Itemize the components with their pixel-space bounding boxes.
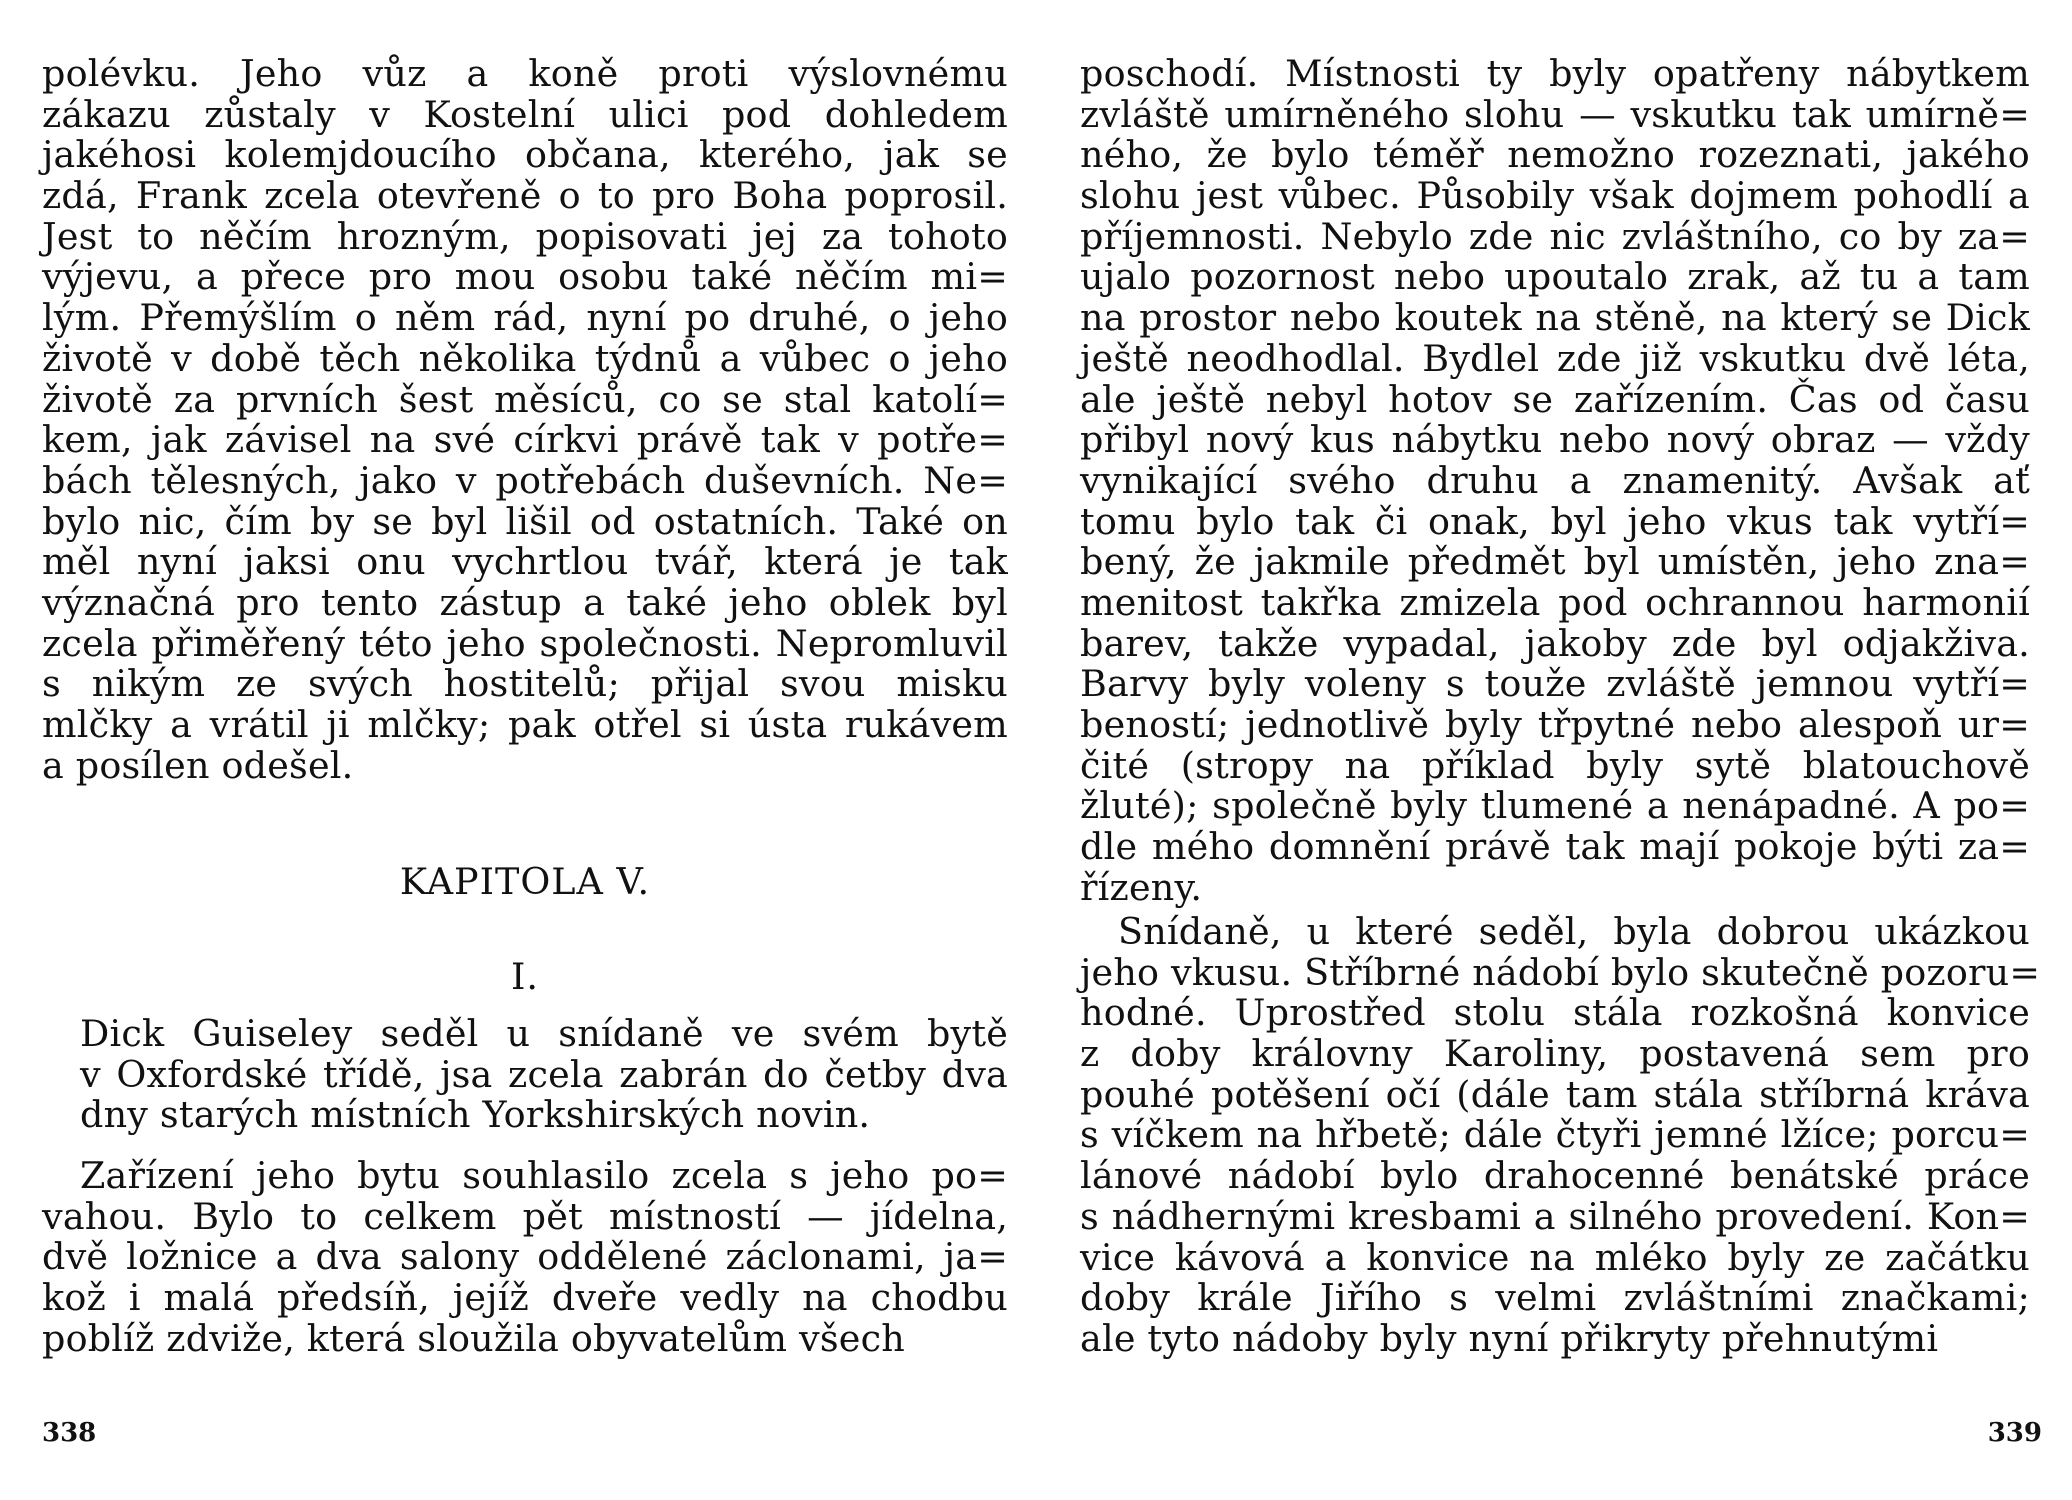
chapter-heading: KAPITOLA V. [399,860,651,903]
text-line: ného, že bylo téměř nemožno rozeznati, jakého [1080,133,2030,177]
text-line: zcela přiměřený této jeho společnosti. Nepromluvil [42,621,1008,665]
text-line: bylo nic, čím by se byl lišil od ostatních. Také on [42,499,1008,543]
text-line: kem, jak závisel na své církvi právě tak v potře= [42,418,1008,462]
text-line: řízeny. [1080,865,1203,909]
text-line: bený, že jakmile předmět byl umístěn, jeho zna= [1080,540,2030,584]
right-paragraph-2 [1080,910,2041,1360]
text-line: vice kávová a konvice na mléko byly ze začátku [1080,1235,2030,1279]
text-line: výjevu, a přece pro mou osobu také něčím mi= [42,255,1008,299]
text-line: v Oxfordské třídě, jsa zcela zabrán do četby dva [80,1052,1008,1096]
left-paragraph-3 [42,1156,1008,1359]
text-line: barev, takže vypadal, jakoby zde byl odjakživa. [1080,621,2030,665]
text-line: Dick Guiseley seděl u snídaně ve svém bytě [80,1012,1008,1055]
text-line: zdá, Frank zcela otevřeně o to pro Boha poprosil. [42,174,1008,218]
text-line: pouhé potěšení očí (dále tam stála stříbrná kráva [1080,1072,2030,1116]
text-line: Jest to něčím hrozným, popisovati jej za tohoto [42,214,1008,258]
text-line: hodné. Uprostřed stolu stála rozkošná konvice [1080,991,2030,1035]
text-line: menitost takřka zmizela pod ochrannou harmonií [1080,580,2030,624]
section-number: I. [510,955,540,998]
text-line: ujalo pozornost nebo upoutalo zrak, až tu a tam [1080,255,2030,299]
text-line: s nádhernými kresbami a silného provedení. Kon= [1080,1194,2030,1238]
right-paragraph-1 [1080,54,2030,908]
text-line: dvě ložnice a dva salony oddělené záclonami, ja= [42,1235,1008,1279]
text-line: lým. Přemýšlím o něm rád, nyní po druhé, o jeho [42,296,1008,340]
text-line: z doby královny Karoliny, postavená sem pro [1080,1032,2030,1076]
text-line: dny starých místních Yorkshirských novin. [80,1093,871,1137]
text-line: poblíž zdviže, která sloužila obyvatelům všech [42,1316,905,1360]
text-line: životě za prvních šest měsíců, co se stal katolí= [42,377,1008,421]
text-line: tomu bylo tak či onak, byl jeho vkus tak vytří= [1080,499,2030,543]
text-line: dle mého domnění právě tak mají pokoje býti za= [1080,825,2030,869]
text-line: příjemnosti. Nebylo zde nic zvláštního, co by za= [1080,214,2030,258]
text-line: na prostor nebo koutek na stěně, na který se Dick [1080,296,2030,340]
text-line: zvláště umírněného slohu — vskutku tak umírně= [1080,92,2030,136]
text-line: lánové nádobí bylo drahocenné benátské práce [1080,1154,2030,1198]
text-line: kož i malá předsíň, jejíž dveře vedly na chodbu [42,1276,1008,1320]
text-line: Snídaně, u které seděl, byla dobrou ukázkou [1118,910,2030,953]
text-line: vynikající svého druhu a znamenitý. Avšak ať [1080,458,2030,502]
left-paragraph-1 [42,54,1008,786]
left-paragraph-2 [80,1014,1008,1136]
text-line: poschodí. Místnosti ty byly opatřeny nábytkem [1080,52,2030,95]
page-number-left: 338 [42,1418,97,1448]
text-line: mlčky a vrátil ji mlčky; pak otřel si ústa rukávem [42,703,1008,746]
text-line: a posílen odešel. [42,743,354,787]
text-line: žluté); společně byly tlumené a nenápadné. A po= [1080,784,2030,828]
text-line: slohu jest vůbec. Působily však dojmem pohodlí a [1080,174,2030,218]
text-line: beností; jednotlivě byly třpytné nebo alespoň ur= [1080,703,2030,746]
text-line: bách tělesných, jako v potřebách duševních. Ne= [42,458,1008,502]
text-line: jakéhosi kolemjdoucího občana, kterého, jak se [42,133,1008,177]
text-line: s nikým ze svých hostitelů; přijal svou misku [42,662,1008,706]
text-line: ale tyto nádoby byly nyní přikryty přehnutými [1080,1316,1939,1360]
text-line: s víčkem na hřbetě; dále čtyři jemné lžíce; porcu= [1080,1113,2030,1157]
text-line: životě v době těch několika týdnů a vůbec o jeho [42,336,1008,380]
text-line: význačná pro tento zástup a také jeho oblek byl [42,580,1008,624]
text-line: ale ještě nebyl hotov se zařízením. Čas od času [1080,377,2030,421]
text-line: ještě neodhodlal. Bydlel zde již vskutku dvě léta, [1080,336,2030,380]
text-line: vahou. Bylo to celkem pět místností — jídelna, [42,1194,1008,1238]
text-line: měl nyní jaksi onu vychrtlou tvář, která je tak [42,540,1008,584]
text-line: Zařízení jeho bytu souhlasilo zcela s jeho po= [80,1154,1008,1197]
text-line: doby krále Jiřího s velmi zvláštními značkami; [1080,1276,2030,1320]
text-line: Barvy byly voleny s touže zvláště jemnou vytří= [1080,662,2030,706]
text-line: přibyl nový kus nábytku nebo nový obraz — vždy [1080,418,2030,462]
text-line: čité (stropy na příklad byly sytě blatouchově [1080,743,2030,787]
right-page [1036,0,2072,1500]
text-line: polévku. Jeho vůz a koně proti výslovnému [42,52,1008,95]
text-line: jeho vkusu. Stříbrné nádobí bylo skutečně pozoru= [1080,950,2041,994]
page-number-right: 339 [1987,1418,2042,1448]
text-line: zákazu zůstaly v Kostelní ulici pod dohledem [42,92,1008,136]
